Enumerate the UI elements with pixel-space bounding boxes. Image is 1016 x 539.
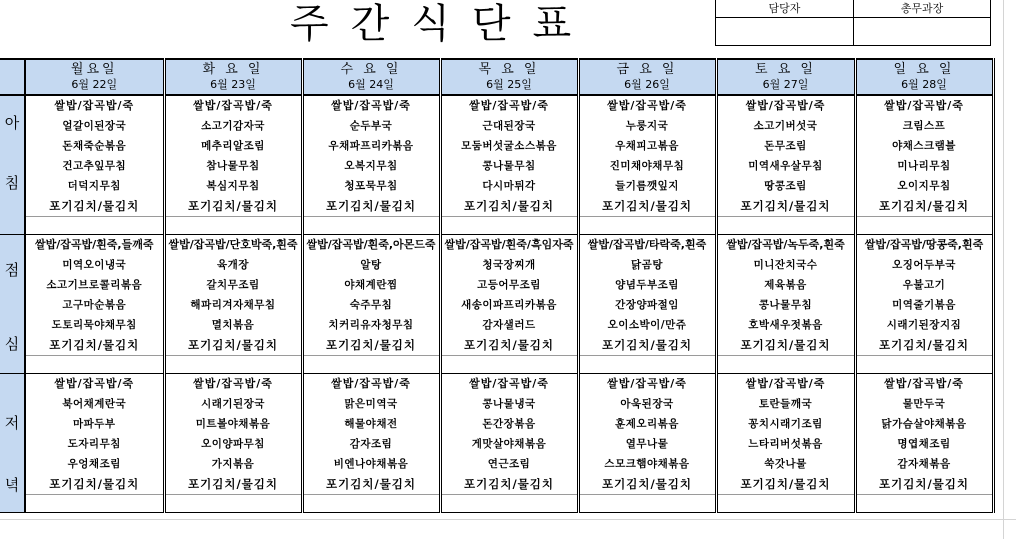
day-name: 수 요 일 (340, 62, 402, 77)
approval-sign-manager[interactable] (716, 18, 854, 45)
menu-item: 쌀밥/잡곡밥/죽 (164, 95, 302, 116)
menu-item: 해파리겨자채무침 (164, 295, 302, 315)
approval-header-director: 총무과장 (854, 0, 990, 18)
menu-row (0, 434, 993, 454)
menu-item: 포기김치/물김치 (578, 474, 716, 495)
menu-item: 콩나물무침 (716, 295, 855, 315)
day-name: 화 요 일 (202, 62, 264, 77)
menu-item: 쌀밥/잡곡밥/죽 (578, 374, 716, 395)
menu-item: 미역줄기볶음 (855, 295, 993, 315)
menu-item: 포기김치/물김치 (578, 196, 716, 217)
menu-item: 물만두국 (855, 394, 993, 414)
menu-item: 꽁치시래기조림 (716, 414, 855, 434)
menu-item: 포기김치/물김치 (440, 474, 578, 495)
menu-item: 감자샐러드 (440, 315, 578, 335)
menu-item: 누룽지국 (578, 116, 716, 136)
menu-item: 쌀밥/잡곡밥/죽 (716, 374, 855, 395)
empty-cell (25, 217, 164, 235)
menu-item: 돈간장볶음 (440, 414, 578, 434)
menu-item: 닭가슴살야채볶음 (855, 414, 993, 434)
day-date: 6월 28일 (901, 78, 947, 91)
menu-item: 건고추잎무침 (25, 156, 164, 176)
approval-header-manager: 담당자 (716, 0, 854, 18)
menu-item: 간장양파절임 (578, 295, 716, 315)
menu-row (0, 454, 993, 474)
empty-cell (440, 217, 578, 235)
menu-item: 포기김치/물김치 (716, 196, 855, 217)
menu-item: 닭곰탕 (578, 255, 716, 275)
menu-item: 미나리무침 (855, 156, 993, 176)
menu-item: 미역오이냉국 (25, 255, 164, 275)
day-header-mon (25, 59, 164, 95)
menu-item: 알탕 (302, 255, 440, 275)
menu-item: 우채피고볶음 (578, 136, 716, 156)
empty-cell (302, 356, 440, 374)
menu-row (0, 394, 993, 414)
empty-cell (716, 495, 855, 513)
page-title: 주간식단표 (290, 1, 594, 47)
empty-cell (25, 356, 164, 374)
empty-cell (164, 356, 302, 374)
menu-item: 미니잔치국수 (716, 255, 855, 275)
day-header-thu (440, 59, 578, 95)
menu-item: 포기김치/물김치 (716, 335, 855, 356)
menu-item: 쌀밥/잡곡밥/땅콩죽,흰죽 (855, 235, 993, 256)
menu-item: 쌀밥/잡곡밥/흰죽,들깨죽 (25, 235, 164, 256)
menu-item: 쌀밥/잡곡밥/죽 (25, 374, 164, 395)
day-name: 월요일 (70, 62, 118, 77)
menu-item: 얼갈이된장국 (25, 116, 164, 136)
menu-item: 명엽채조림 (855, 434, 993, 454)
menu-item: 쌀밥/잡곡밥/죽 (578, 95, 716, 116)
day-header-tue (164, 59, 302, 95)
menu-item: 포기김치/물김치 (164, 474, 302, 495)
menu-item: 쌀밥/잡곡밥/죽 (855, 374, 993, 395)
day-date: 6월 26일 (624, 78, 670, 91)
menu-item: 우불고기 (855, 275, 993, 295)
menu-item: 쌀밥/잡곡밥/죽 (302, 95, 440, 116)
weekly-menu-table (0, 58, 995, 513)
menu-item: 가지볶음 (164, 454, 302, 474)
menu-item: 포기김치/물김치 (302, 335, 440, 356)
menu-item: 고등어무조림 (440, 275, 578, 295)
menu-item: 스모크햄야채볶음 (578, 454, 716, 474)
approval-box (715, 0, 991, 46)
day-header-fri (578, 59, 716, 95)
menu-item: 크림스프 (855, 116, 993, 136)
menu-item: 청국장찌개 (440, 255, 578, 275)
menu-item: 포기김치/물김치 (25, 474, 164, 495)
day-date: 6월 23일 (210, 78, 256, 91)
day-header-sat (716, 59, 855, 95)
menu-item: 시래기된장국 (164, 394, 302, 414)
menu-item: 포기김치/물김치 (302, 196, 440, 217)
menu-item: 양념두부조림 (578, 275, 716, 295)
empty-cell (716, 217, 855, 235)
menu-item: 감자조림 (302, 434, 440, 454)
menu-item: 숙주무침 (302, 295, 440, 315)
menu-item: 쌀밥/잡곡밥/단호박죽,흰죽 (164, 235, 302, 256)
menu-item: 오이양파무침 (164, 434, 302, 454)
day-name: 금 요 일 (616, 62, 678, 77)
menu-row (0, 474, 993, 495)
menu-row (0, 295, 993, 315)
day-date: 6월 27일 (762, 78, 809, 91)
menu-item: 포기김치/물김치 (164, 196, 302, 217)
meal-spacer-row (0, 495, 993, 513)
menu-item: 들기름깻잎지 (578, 176, 716, 196)
menu-item: 복심지무침 (164, 176, 302, 196)
menu-item: 쌀밥/잡곡밥/흰죽,아몬드죽 (302, 235, 440, 256)
menu-item: 우엉채조림 (25, 454, 164, 474)
menu-item: 토란들깨국 (716, 394, 855, 414)
menu-item: 소고기버섯국 (716, 116, 855, 136)
menu-row (0, 275, 993, 295)
menu-item: 청포묵무침 (302, 176, 440, 196)
menu-item: 다시마튀각 (440, 176, 578, 196)
menu-item: 소고기감자국 (164, 116, 302, 136)
menu-item: 고구마순볶음 (25, 295, 164, 315)
menu-item: 포기김치/물김치 (440, 196, 578, 217)
empty-cell (164, 495, 302, 513)
menu-item: 맑은미역국 (302, 394, 440, 414)
menu-item: 멸치볶음 (164, 315, 302, 335)
menu-item: 우채파프리카볶음 (302, 136, 440, 156)
menu-row (0, 156, 993, 176)
menu-item: 쌀밥/잡곡밥/죽 (440, 374, 578, 395)
meal-label-char: 아 (4, 114, 20, 132)
menu-item: 쌀밥/잡곡밥/죽 (716, 95, 855, 116)
menu-item: 모둠버섯굴소스볶음 (440, 136, 578, 156)
menu-item: 오징어두부국 (855, 255, 993, 275)
menu-item: 쌀밥/잡곡밥/흰죽/흑임자죽 (440, 235, 578, 256)
day-name: 토 요 일 (755, 62, 816, 77)
menu-item: 쌀밥/잡곡밥/죽 (855, 95, 993, 116)
empty-cell (164, 217, 302, 235)
menu-item: 제육볶음 (716, 275, 855, 295)
menu-item: 포기김치/물김치 (716, 474, 855, 495)
menu-item: 돈무조림 (716, 136, 855, 156)
menu-item: 오이지무침 (855, 176, 993, 196)
menu-item: 포기김치/물김치 (855, 474, 993, 495)
menu-item: 도토리묵야채무침 (25, 315, 164, 335)
menu-row (0, 235, 993, 256)
menu-item: 북어채계란국 (25, 394, 164, 414)
menu-item: 감자채볶음 (855, 454, 993, 474)
menu-item: 더덕지무침 (25, 176, 164, 196)
empty-cell (855, 495, 993, 513)
menu-item: 쌀밥/잡곡밥/죽 (302, 374, 440, 395)
menu-item: 소고기브로콜리볶음 (25, 275, 164, 295)
day-name: 일 요 일 (893, 62, 955, 77)
menu-item: 느타리버섯볶음 (716, 434, 855, 454)
menu-item: 포기김치/물김치 (578, 335, 716, 356)
day-date: 6월 25일 (486, 78, 532, 91)
menu-row (0, 255, 993, 275)
meal-spacer-row (0, 217, 993, 235)
menu-item: 시래기된장지짐 (855, 315, 993, 335)
menu-item: 포기김치/물김치 (25, 335, 164, 356)
menu-row (0, 116, 993, 136)
menu-item: 게맛살야채볶음 (440, 434, 578, 454)
approval-sign-director[interactable] (854, 18, 990, 45)
menu-item: 쌀밥/잡곡밥/타락죽,흰죽 (578, 235, 716, 256)
menu-row (0, 374, 993, 395)
menu-item: 연근조림 (440, 454, 578, 474)
menu-item: 참나물무침 (164, 156, 302, 176)
meal-label-dinner (0, 374, 25, 513)
meal-label-lunch (0, 235, 25, 374)
empty-cell (716, 356, 855, 374)
corner-cell (0, 59, 25, 95)
empty-cell (302, 495, 440, 513)
empty-cell (440, 356, 578, 374)
menu-item: 쑥갓나물 (716, 454, 855, 474)
day-header-wed (302, 59, 440, 95)
menu-item: 쌀밥/잡곡밥/죽 (440, 95, 578, 116)
menu-item: 갈치무조림 (164, 275, 302, 295)
day-date: 6월 22일 (71, 78, 118, 91)
menu-item: 순두부국 (302, 116, 440, 136)
menu-item: 포기김치/물김치 (855, 335, 993, 356)
menu-item: 야채스크램블 (855, 136, 993, 156)
menu-item: 해물야채전 (302, 414, 440, 434)
menu-item: 오복지무침 (302, 156, 440, 176)
menu-item: 돈채죽순볶음 (25, 136, 164, 156)
meal-label-breakfast (0, 95, 25, 235)
menu-item: 쌀밥/잡곡밥/죽 (25, 95, 164, 116)
empty-cell (578, 217, 716, 235)
empty-cell (855, 217, 993, 235)
menu-item: 메추리알조림 (164, 136, 302, 156)
menu-item: 비엔나야채볶음 (302, 454, 440, 474)
menu-row (0, 335, 993, 356)
menu-item: 훈제오리볶음 (578, 414, 716, 434)
day-header-sun (855, 59, 993, 95)
menu-item: 콩나물무침 (440, 156, 578, 176)
meal-label-char: 점 (4, 261, 20, 279)
empty-cell (302, 217, 440, 235)
menu-row (0, 315, 993, 335)
menu-item: 진미채야채무침 (578, 156, 716, 176)
menu-item: 콩나물냉국 (440, 394, 578, 414)
menu-item: 쌀밥/잡곡밥/죽 (164, 374, 302, 395)
menu-item: 오이소박이/만쥬 (578, 315, 716, 335)
empty-cell (440, 495, 578, 513)
menu-item: 포기김치/물김치 (440, 335, 578, 356)
empty-cell (578, 495, 716, 513)
meal-label-char: 저 (4, 414, 20, 432)
menu-row (0, 136, 993, 156)
menu-item: 육개장 (164, 255, 302, 275)
meal-spacer-row (0, 356, 993, 374)
day-name: 목 요 일 (478, 62, 540, 77)
menu-item: 도자리무침 (25, 434, 164, 454)
menu-item: 포기김치/물김치 (855, 196, 993, 217)
meal-label-char: 심 (4, 335, 20, 353)
menu-item: 미트볼야채볶음 (164, 414, 302, 434)
menu-item: 마파두부 (25, 414, 164, 434)
menu-row (0, 414, 993, 434)
empty-cell (578, 356, 716, 374)
menu-item: 땅콩조림 (716, 176, 855, 196)
menu-item: 쌀밥/잡곡밥/녹두죽,흰죽 (716, 235, 855, 256)
menu-row (0, 176, 993, 196)
meal-label-char: 침 (4, 174, 20, 192)
menu-item: 열무나물 (578, 434, 716, 454)
menu-item: 포기김치/물김치 (25, 196, 164, 217)
menu-item: 아욱된장국 (578, 394, 716, 414)
menu-item: 야채계란찜 (302, 275, 440, 295)
empty-cell (855, 356, 993, 374)
day-date: 6월 24일 (348, 78, 394, 91)
menu-item: 치커리유자청무침 (302, 315, 440, 335)
menu-row (0, 95, 993, 116)
menu-item: 포기김치/물김치 (164, 335, 302, 356)
menu-item: 포기김치/물김치 (302, 474, 440, 495)
menu-item: 새송이파프리카볶음 (440, 295, 578, 315)
menu-item: 호박새우젓볶음 (716, 315, 855, 335)
empty-cell (25, 495, 164, 513)
meal-label-char: 녁 (4, 476, 20, 494)
day-header-row (0, 59, 993, 95)
menu-item: 미역새우살무침 (716, 156, 855, 176)
menu-row (0, 196, 993, 217)
menu-item: 근대된장국 (440, 116, 578, 136)
